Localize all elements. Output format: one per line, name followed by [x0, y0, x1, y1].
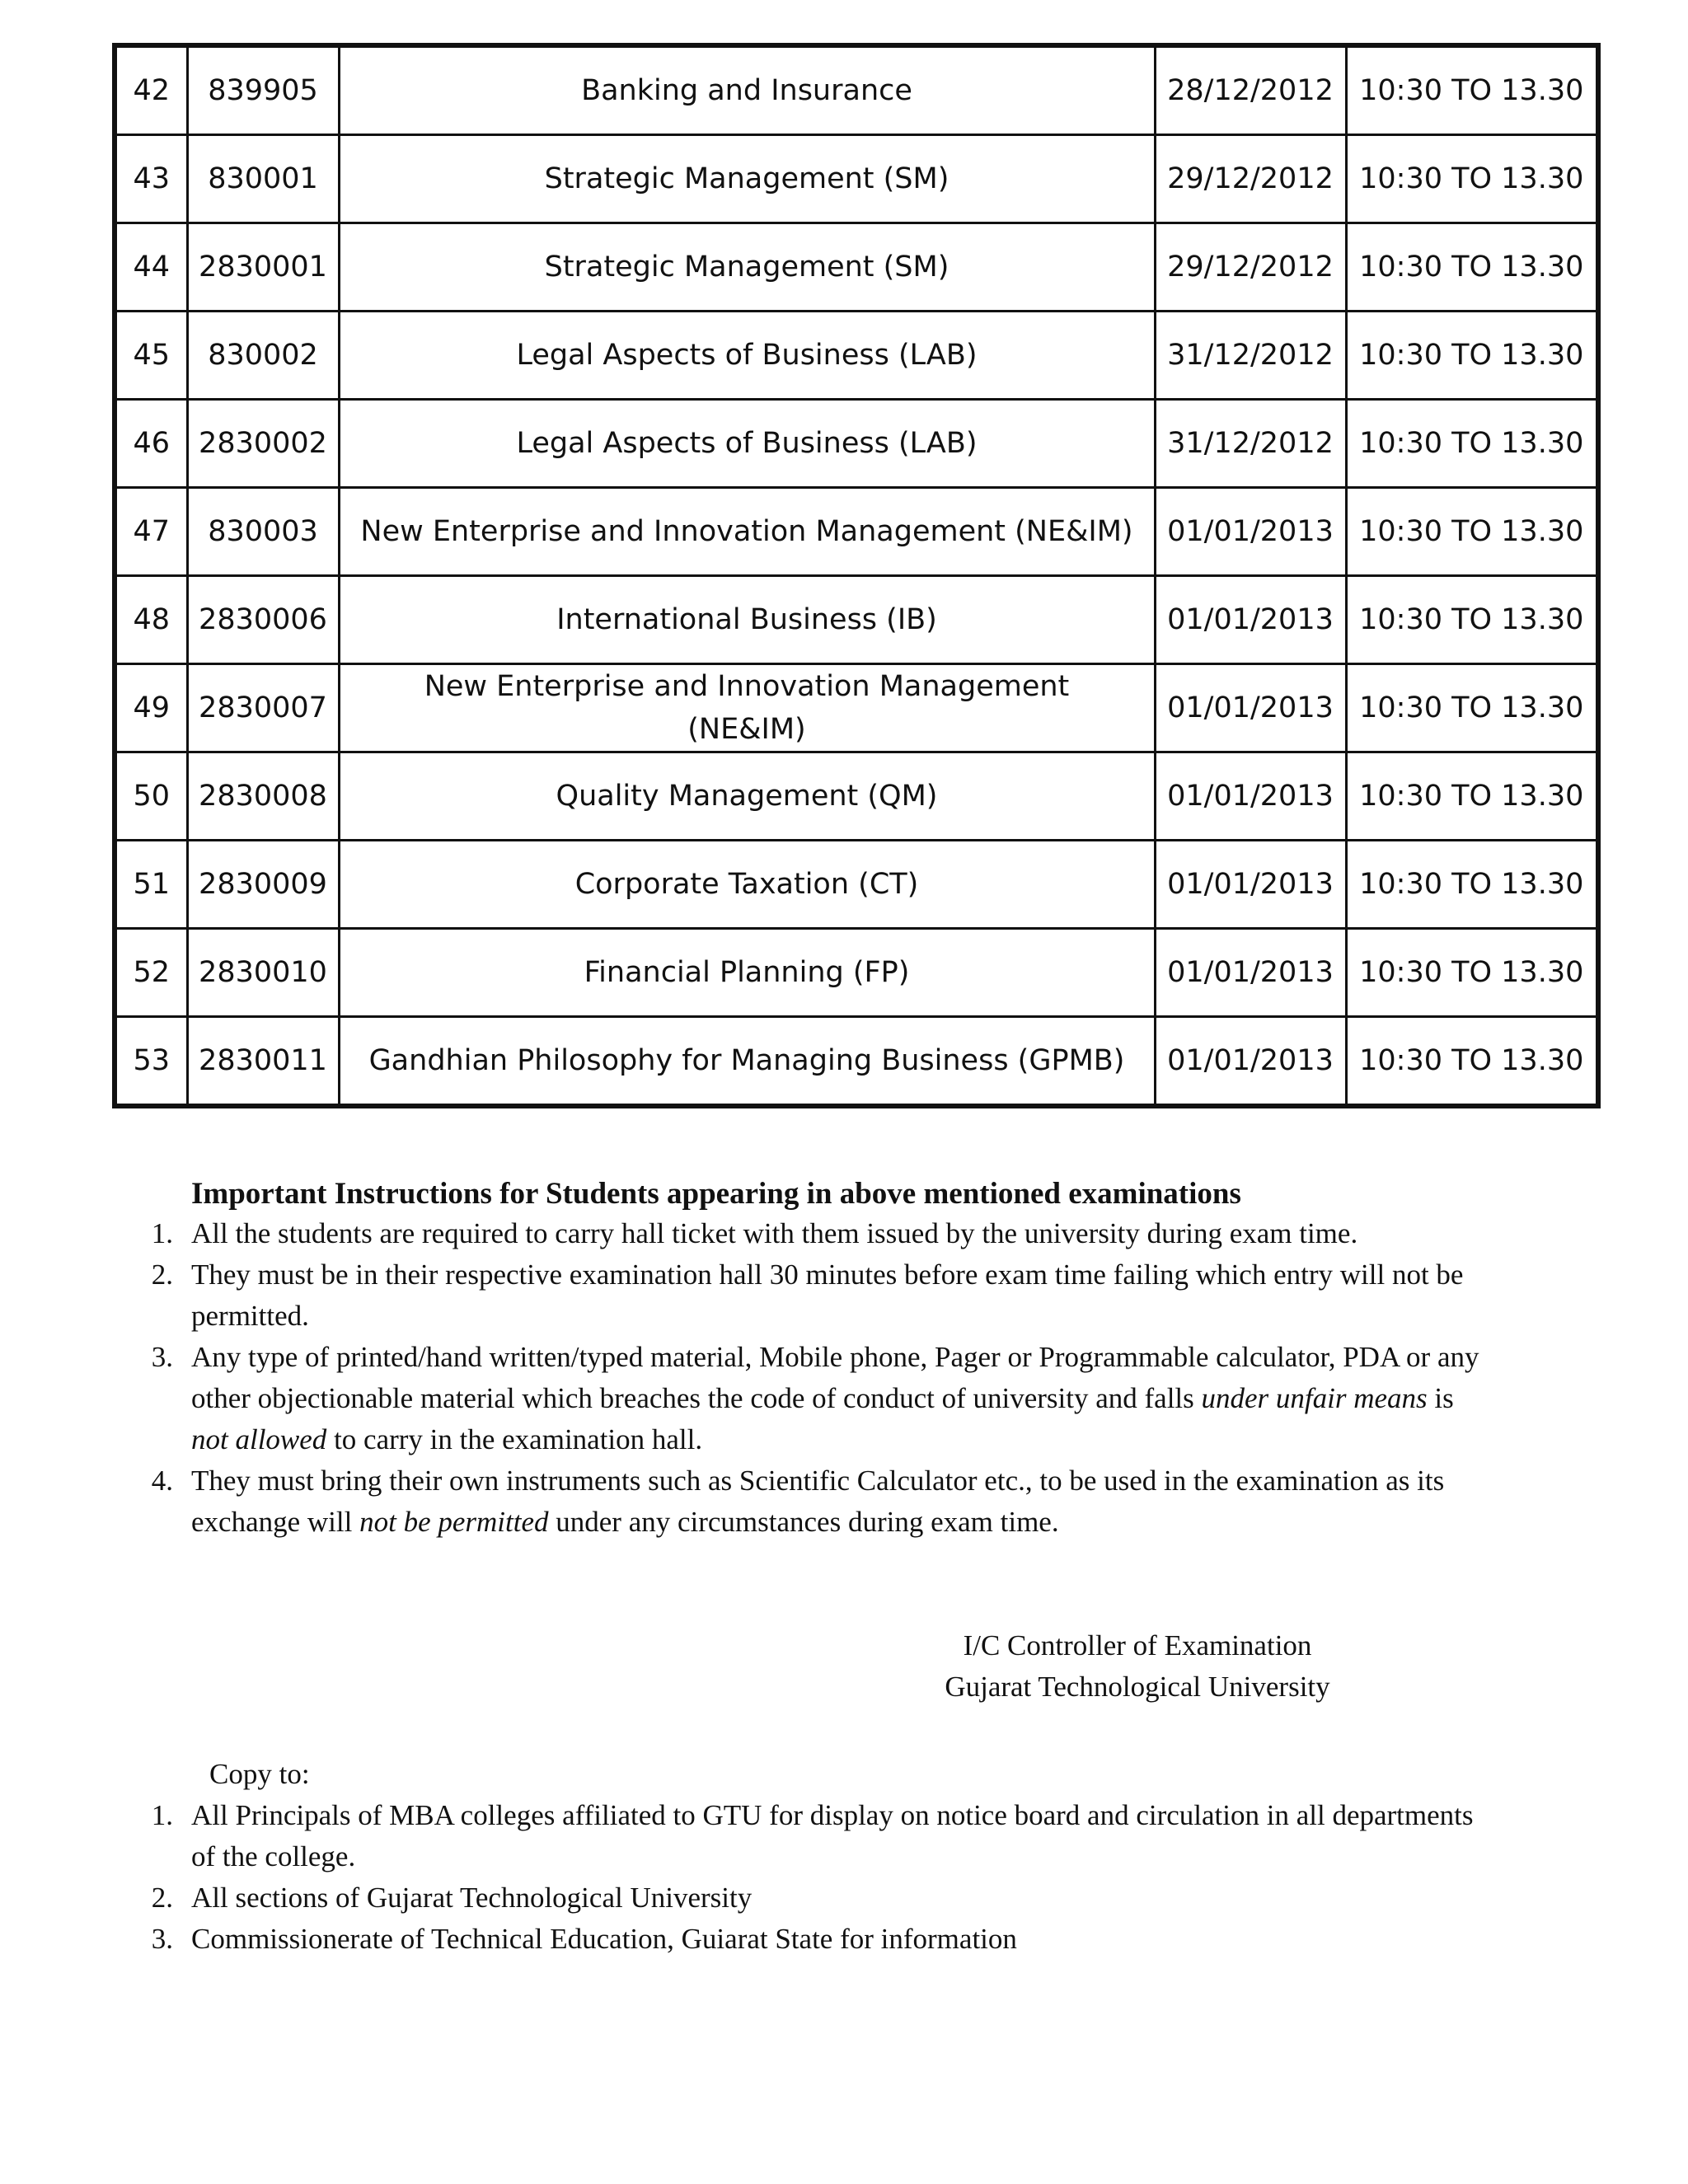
subject-code-cell: 2830002 [187, 400, 339, 488]
exam-time-cell: 10:30 TO 13.30 [1346, 576, 1598, 664]
subject-name-cell: Legal Aspects of Business (LAB) [339, 312, 1155, 400]
subject-code-cell: 2830011 [187, 1017, 339, 1107]
subject-code-cell: 2830001 [187, 223, 339, 312]
exam-time-cell: 10:30 TO 13.30 [1346, 752, 1598, 841]
table-row [115, 1017, 1598, 1107]
serial-number-cell: 45 [115, 312, 187, 400]
list-item-text: Any type of printed/hand written/typed material, Mobile phone, Pager or Programmable calculator, PDA or any other objectionable material which breaches the code of conduct of university and falls [191, 1341, 1479, 1414]
table-row [115, 576, 1598, 664]
table-row [115, 488, 1598, 576]
subject-name-line-2: (NE&IM) [687, 713, 806, 746]
table-row [115, 135, 1598, 223]
list-item-text: They must be in their respective examination hall 30 minutes before exam time failing which entry will not be permitted. [191, 1258, 1464, 1332]
exam-time-cell: 10:30 TO 13.30 [1346, 45, 1598, 135]
exam-time-cell: 10:30 TO 13.30 [1346, 135, 1598, 223]
subject-code-cell: 839905 [187, 45, 339, 135]
instructions-heading: Important Instructions for Students appearing in above mentioned examinations [191, 1177, 1241, 1211]
list-item [137, 1337, 1489, 1460]
exam-date-cell: 01/01/2013 [1155, 576, 1346, 664]
table-row [115, 664, 1598, 752]
list-item-number: 3. [151, 1923, 173, 1955]
exam-time-cell: 10:30 TO 13.30 [1346, 488, 1598, 576]
subject-code-cell: 2830007 [187, 664, 339, 752]
serial-number-cell: 43 [115, 135, 187, 223]
subject-name-cell: Gandhian Philosophy for Managing Business (GPMB) [339, 1017, 1155, 1107]
list-item-text: All Principals of MBA colleges affiliated to GTU for display on notice board and circulation in all departments of the college. [191, 1799, 1474, 1872]
exam-date-cell: 01/01/2013 [1155, 488, 1346, 576]
list-item-text: All the students are required to carry hall ticket with them issued by the university during exam time. [191, 1217, 1358, 1249]
list-item [137, 1919, 1489, 1960]
subject-name-cell: Corporate Taxation (CT) [339, 841, 1155, 929]
list-item [137, 1877, 1489, 1919]
signatory-title: I/C Controller of Examination [963, 1629, 1312, 1661]
serial-number-cell: 47 [115, 488, 187, 576]
serial-number-cell: 44 [115, 223, 187, 312]
subject-code-cell: 2830010 [187, 929, 339, 1017]
exam-time-cell: 10:30 TO 13.30 [1346, 223, 1598, 312]
exam-time-cell: 10:30 TO 13.30 [1346, 841, 1598, 929]
table-row [115, 45, 1598, 135]
instructions-list [137, 1213, 1489, 1543]
exam-date-cell: 28/12/2012 [1155, 45, 1346, 135]
list-item [137, 1795, 1489, 1877]
list-item-text: They must bring their own instruments such as Scientific Calculator etc., to be used in the examination as its exchange will [191, 1465, 1445, 1538]
exam-time-cell: 10:30 TO 13.30 [1346, 312, 1598, 400]
list-item-text: is [1434, 1382, 1454, 1414]
exam-date-cell: 29/12/2012 [1155, 223, 1346, 312]
exam-time-cell: 10:30 TO 13.30 [1346, 664, 1598, 752]
subject-code-cell: 2830009 [187, 841, 339, 929]
exam-time-cell: 10:30 TO 13.30 [1346, 929, 1598, 1017]
serial-number-cell: 53 [115, 1017, 187, 1107]
table-row [115, 752, 1598, 841]
list-item-text: Commissionerate of Technical Education, Guiarat State for information [191, 1923, 1017, 1955]
table-row [115, 929, 1598, 1017]
list-item [137, 1213, 1489, 1254]
exam-date-cell: 01/01/2013 [1155, 664, 1346, 752]
list-item-text: to carry in the examination hall. [334, 1423, 703, 1455]
subject-name-cell: International Business (IB) [339, 576, 1155, 664]
list-item-number: 1. [151, 1217, 173, 1249]
copy-to-list [137, 1795, 1489, 1960]
serial-number-cell: 51 [115, 841, 187, 929]
list-item-number: 2. [151, 1882, 173, 1914]
table-row [115, 312, 1598, 400]
serial-number-cell: 49 [115, 664, 187, 752]
list-item [137, 1460, 1489, 1543]
subject-code-cell: 2830006 [187, 576, 339, 664]
list-item-text: All sections of Gujarat Technological University [191, 1882, 753, 1914]
list-item-number: 3. [151, 1341, 173, 1373]
exam-schedule-table [112, 43, 1601, 1108]
exam-time-cell: 10:30 TO 13.30 [1346, 400, 1598, 488]
subject-name-cell: Strategic Management (SM) [339, 135, 1155, 223]
signature-block [907, 1625, 1368, 1708]
subject-code-cell: 830001 [187, 135, 339, 223]
subject-name-cell: Financial Planning (FP) [339, 929, 1155, 1017]
exam-table-body [115, 45, 1598, 1106]
serial-number-cell: 50 [115, 752, 187, 841]
subject-name-cell: Quality Management (QM) [339, 752, 1155, 841]
subject-name-cell: Strategic Management (SM) [339, 223, 1155, 312]
table-row [115, 841, 1598, 929]
emphasis-text: under unfair means [1201, 1382, 1428, 1414]
subject-code-cell: 830002 [187, 312, 339, 400]
serial-number-cell: 42 [115, 45, 187, 135]
signatory-organization: Gujarat Technological University [945, 1671, 1330, 1703]
copy-to-label: Copy to: [209, 1758, 310, 1790]
exam-date-cell: 31/12/2012 [1155, 312, 1346, 400]
subject-code-cell: 830003 [187, 488, 339, 576]
table-row [115, 223, 1598, 312]
exam-date-cell: 01/01/2013 [1155, 1017, 1346, 1107]
list-item-text: under any circumstances during exam time. [556, 1506, 1059, 1538]
serial-number-cell: 46 [115, 400, 187, 488]
exam-date-cell: 01/01/2013 [1155, 929, 1346, 1017]
exam-date-cell: 31/12/2012 [1155, 400, 1346, 488]
list-item-number: 1. [151, 1799, 173, 1831]
subject-name-cell [339, 664, 1155, 752]
exam-date-cell: 29/12/2012 [1155, 135, 1346, 223]
emphasis-text: not allowed [191, 1423, 327, 1455]
list-item [137, 1254, 1489, 1337]
subject-code-cell: 2830008 [187, 752, 339, 841]
serial-number-cell: 48 [115, 576, 187, 664]
list-item-number: 4. [151, 1465, 173, 1497]
subject-name-cell: Banking and Insurance [339, 45, 1155, 135]
exam-date-cell: 01/01/2013 [1155, 841, 1346, 929]
exam-date-cell: 01/01/2013 [1155, 752, 1346, 841]
list-item-number: 2. [151, 1258, 173, 1291]
table-row [115, 400, 1598, 488]
emphasis-text: not be permitted [359, 1506, 549, 1538]
subject-name-cell: New Enterprise and Innovation Management (NE&IM) [339, 488, 1155, 576]
exam-time-cell: 10:30 TO 13.30 [1346, 1017, 1598, 1107]
subject-name-line-1: New Enterprise and Innovation Management [424, 670, 1070, 703]
subject-name-cell: Legal Aspects of Business (LAB) [339, 400, 1155, 488]
serial-number-cell: 52 [115, 929, 187, 1017]
